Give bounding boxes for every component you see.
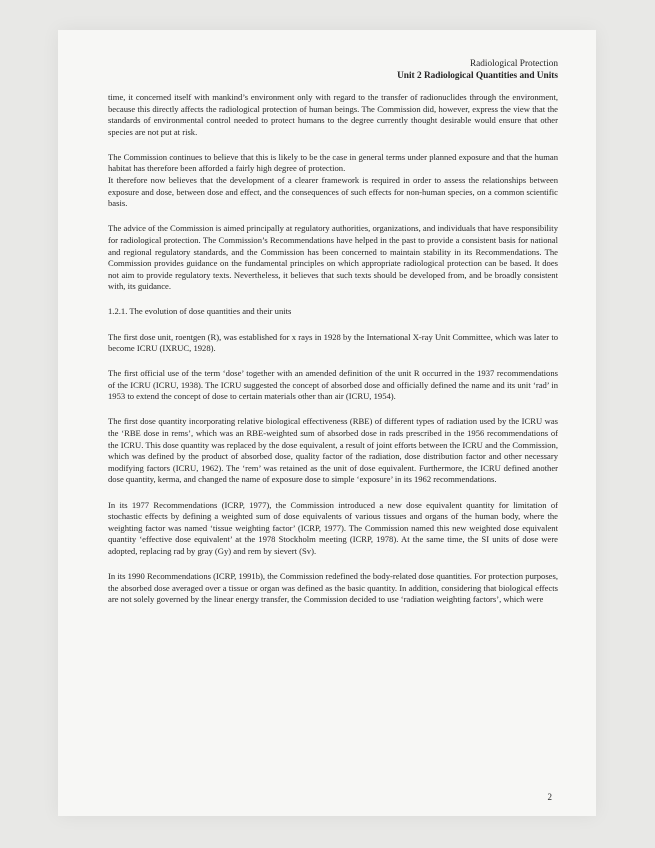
paragraph-rbe: The first dose quantity incorporating relative biological effectiveness (RBE) of different types of radiation used by the ICRU was the ‘RBE dose in rems’, which was an RBE-weighted sum of absorbed dose in rads prescribed in the 1956 recommendations of the ICRU. This dose quantity was replaced by the dose equivalent, a result of joint efforts between the ICRU and the Commission, which was defined by the product of absorbed dose, quality factor of the radiation, dose distribution factor and other necessary modifying factors (ICRU, 1962). The ‘rem’ was retained as the unit of dose equivalent. Furthermore, the ICRU defined another dose quantity, kerma, and changed the name of exposure dose to simple ‘exposure’ in its 1962 recommendations. (108, 416, 558, 485)
paragraph-advice: The advice of the Commission is aimed principally at regulatory authorities, organizations, and individuals that have responsibility for radiological protection. The Commission’s Recommendations have helped in the past to provide a consistent basis for national and regional regulatory standards, and the Commission has been concerned to maintain stability in its Recommendations. The Commission provides guidance on the fundamental principles on which appropriate radiological protection can be based. It does not aim to provide regulatory texts. Nevertheless, it believes that such texts should be developed from, and be broadly consistent with, its guidance. (108, 223, 558, 292)
running-header (108, 58, 558, 82)
paragraph-dose-term: The first official use of the term ‘dose’ together with an amended definition of the unit R occurred in the 1937 recommendations of the ICRU (ICRU, 1938). The ICRU suggested the concept of absorbed dose and officially defined the name and its unit ‘rad’ in 1953 to extend the concept of dose to certain materials other than air (ICRU, 1954). (108, 368, 558, 402)
paragraph-environment: time, it concerned itself with mankind’s environment only with regard to the transfer of radionuclides through the environment, because this directly affects the radiological protection of human beings. The Commission did, however, express the view that the standards of environmental control needed to protect humans to the degree currently thought desirable would ensure that other species are not put at risk. (108, 92, 558, 137)
paragraph-planned-exposure: The Commission continues to believe that this is likely to be the case in general terms under planned exposure and that the human habitat has therefore been afforded a fairly high degree of protection. (108, 151, 558, 174)
header-unit-title: Unit 2 Radiological Quantities and Units (397, 71, 558, 81)
page-content (108, 58, 558, 619)
header-subject: Radiological Protection (469, 59, 558, 69)
page-number: 2 (547, 792, 552, 802)
paragraph-framework: It therefore now believes that the development of a clearer framework is required in order to assess the relationships between exposure and dose, between dose and effect, and the consequences of such effects for non-human species, on a common scientific basis. (108, 175, 558, 209)
section-heading: 1.2.1. The evolution of dose quantities and their units (108, 306, 292, 317)
paragraph-roentgen: The first dose unit, roentgen (R), was established for x rays in 1928 by the International X-ray Unit Committee, which was later to become ICRU (IXRUC, 1928). (108, 331, 558, 354)
paragraph-1990-recommendations: In its 1990 Recommendations (ICRP, 1991b), the Commission redefined the body-related dose quantities. For protection purposes, the absorbed dose averaged over a tissue or organ was defined as the basic quantity. In addition, considering that biological effects are not solely governed by the linear energy transfer, the Commission decided to use ‘radiation weighting factors’, which were (108, 571, 558, 605)
paragraph-1977-recommendations: In its 1977 Recommendations (ICRP, 1977), the Commission introduced a new dose equivalent quantity for limitation of stochastic effects by defining a weighted sum of dose equivalents of various tissues and organs of the human body, where the weighting factor was named ‘tissue weighting factor’ (ICRP, 1977). The Commission named this new weighted dose equivalent quantity ‘effective dose equivalent’ at the 1978 Stockholm meeting (ICRP, 1978). At the same time, the SI units of dose were adopted, replacing rad by gray (Gy) and rem by sievert (Sv). (108, 499, 558, 556)
document-page (58, 30, 596, 816)
